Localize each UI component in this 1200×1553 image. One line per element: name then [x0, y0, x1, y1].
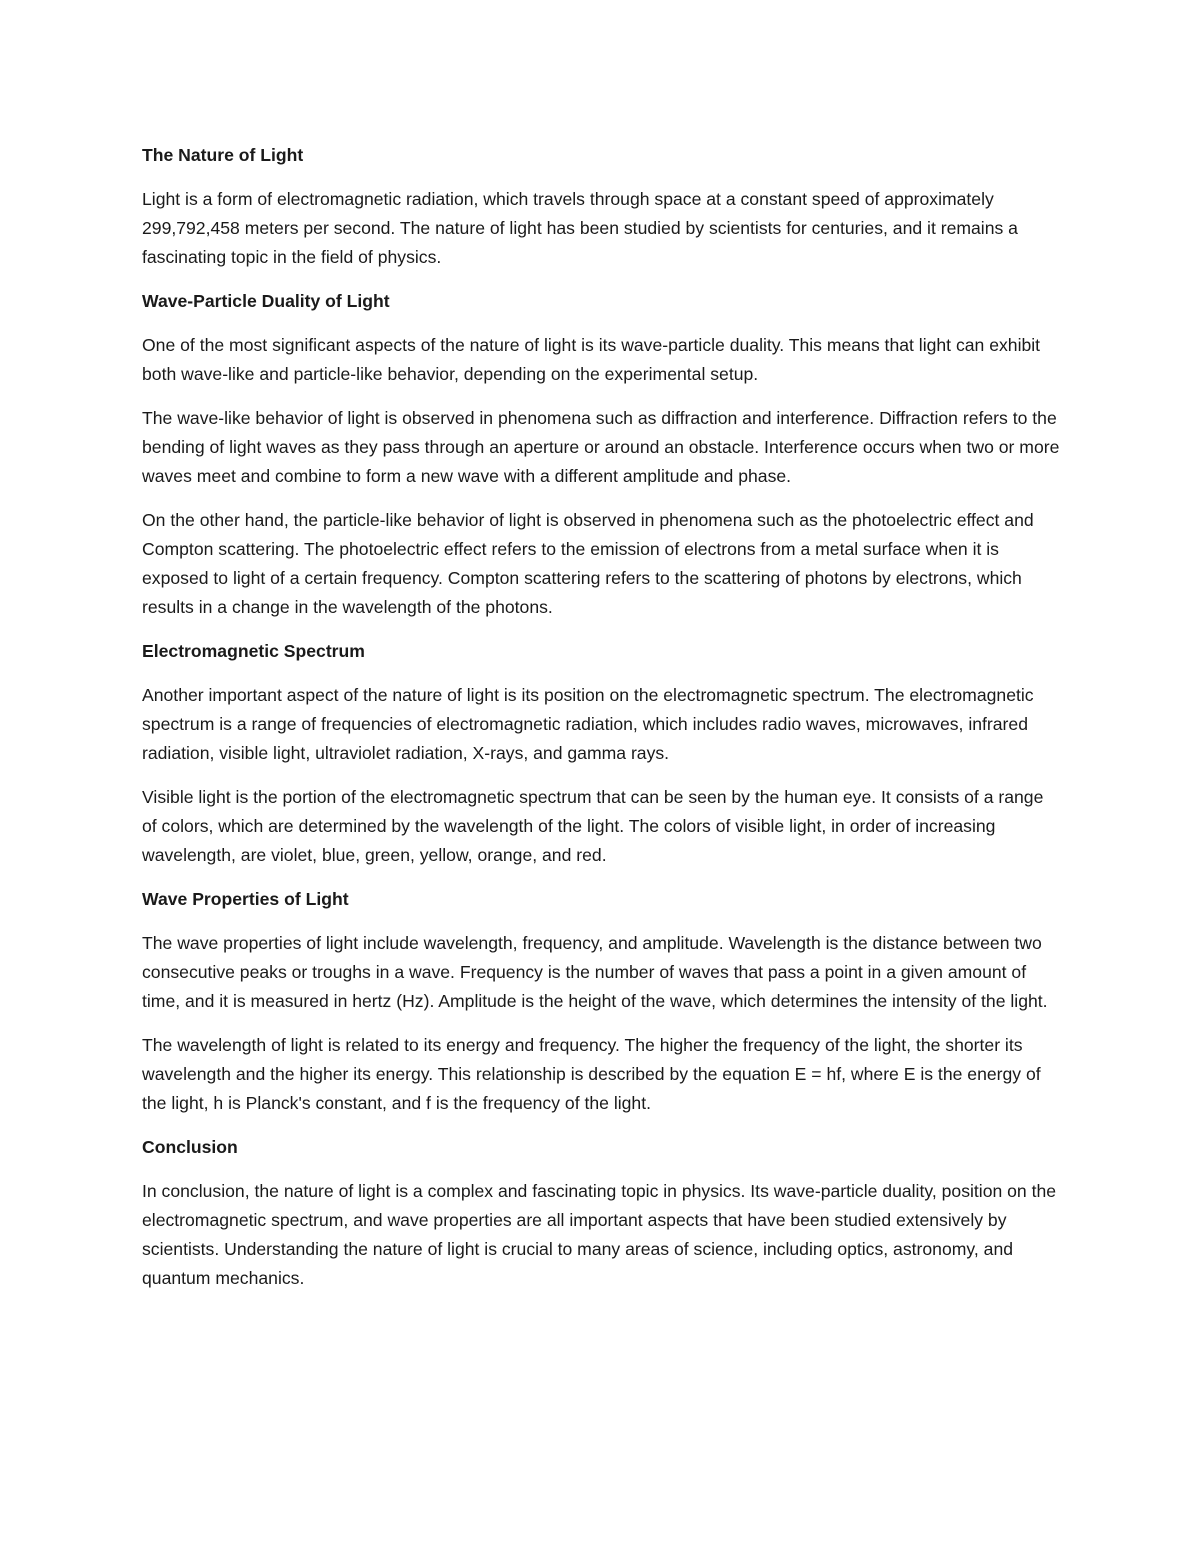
paragraph: On the other hand, the particle-like behavior of light is observed in phenomena such as the photoelectric effect and Compton scattering. The photoelectric effect refers to the emission of electrons from a metal surface when it is exposed to light of a certain frequency. Compton scattering refers to the scattering of photons by electrons, which results in a change in the wavelength of the photons. — [142, 510, 1034, 617]
section-heading-conclusion: Conclusion — [142, 1137, 238, 1157]
section-heading-wave-properties: Wave Properties of Light — [142, 889, 349, 909]
paragraph: Visible light is the portion of the electromagnetic spectrum that can be seen by the human eye. It consists of a range of colors, which are determined by the wavelength of the light. The colors of visible light, in order of increasing wavelength, are violet, blue, green, yellow, orange, and red. — [142, 787, 1044, 865]
paragraph: Light is a form of electromagnetic radiation, which travels through space at a constant speed of approximately 299,792,458 meters per second. The nature of light has been studied by scientists for centuries, and it remains a fascinating topic in the field of physics. — [142, 189, 1018, 267]
section-heading-electromagnetic-spectrum: Electromagnetic Spectrum — [142, 641, 365, 661]
paragraph: One of the most significant aspects of the nature of light is its wave-particle duality. This means that light can exhibit both wave-like and particle-like behavior, depending on the experimental setup. — [142, 335, 1041, 384]
section-heading-nature-of-light: The Nature of Light — [142, 145, 304, 165]
paragraph: In conclusion, the nature of light is a complex and fascinating topic in physics. Its wave-particle duality, position on the electromagnetic spectrum, and wave properties are all important aspects that have been studied extensively by scientists. Understanding the nature of light is crucial to many areas of science, including optics, astronomy, and quantum mechanics. — [142, 1181, 1057, 1288]
paragraph: Another important aspect of the nature of light is its position on the electromagnetic spectrum. The electromagnetic spectrum is a range of frequencies of electromagnetic radiation, which includes radio waves, microwaves, infrared radiation, visible light, ultraviolet radiation, X-rays, and gamma rays. — [142, 685, 1034, 763]
paragraph: The wavelength of light is related to its energy and frequency. The higher the frequency of the light, the shorter its wavelength and the higher its energy. This relationship is described by the equation E = hf, where E is the energy of the light, h is Planck's constant, and f is the frequency of the light. — [142, 1035, 1041, 1113]
section-heading-wave-particle-duality: Wave-Particle Duality of Light — [142, 291, 390, 311]
paragraph: The wave properties of light include wavelength, frequency, and amplitude. Wavelength is the distance between two consecutive peaks or troughs in a wave. Frequency is the number of waves that pass a point in a given amount of time, and it is measured in hertz (Hz). Amplitude is the height of the wave, which determines the intensity of the light. — [142, 933, 1048, 1011]
paragraph: The wave-like behavior of light is observed in phenomena such as diffraction and interference. Diffraction refers to the bending of light waves as they pass through an aperture or around an obstacle. Interference occurs when two or more waves meet and combine to form a new wave with a different amplitude and phase. — [142, 408, 1060, 486]
document-body — [142, 141, 1062, 1308]
